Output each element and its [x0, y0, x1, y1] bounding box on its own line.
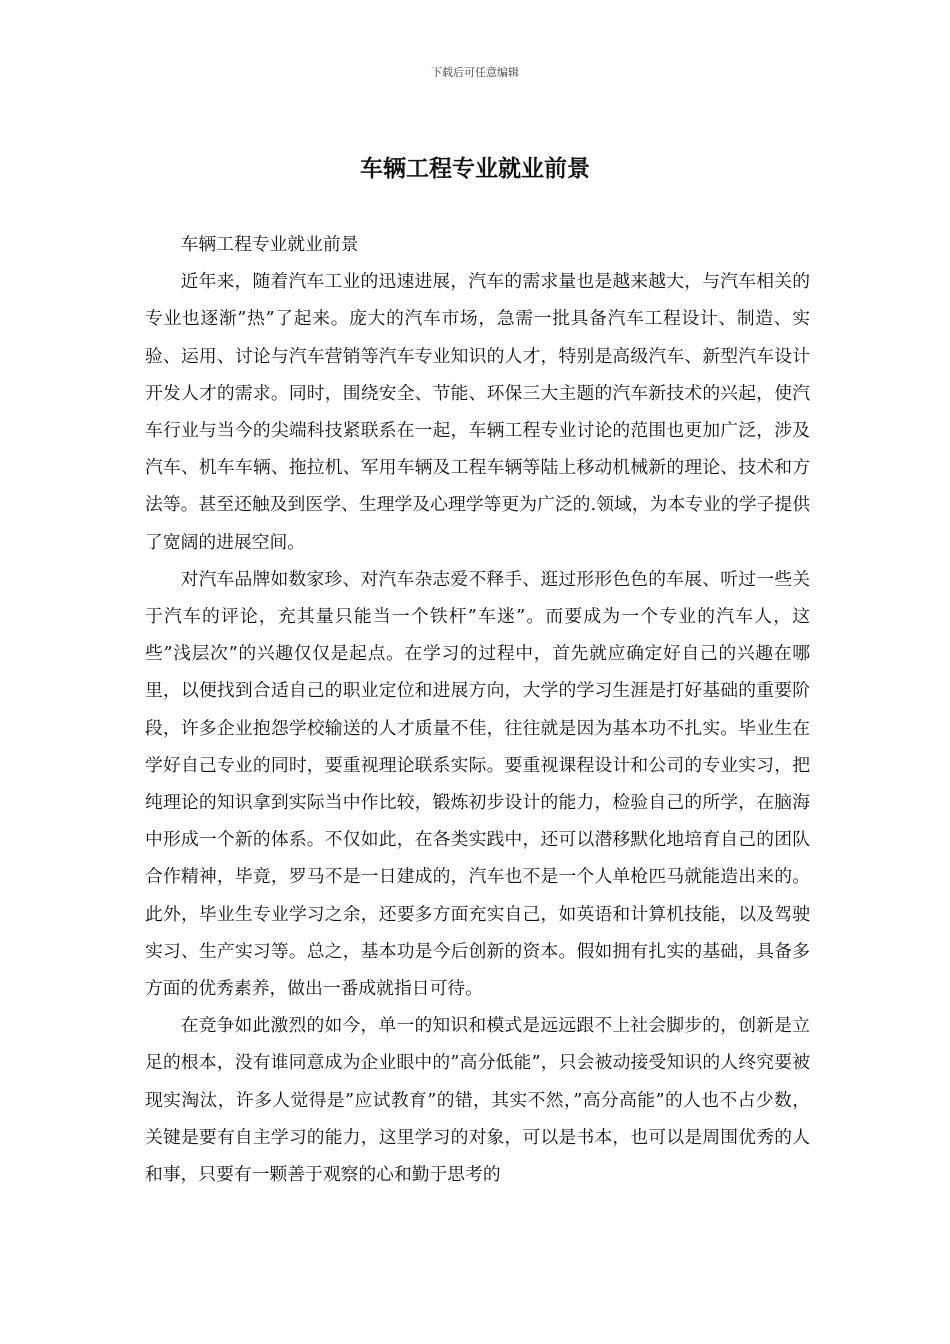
- document-title: 车辆工程专业就业前景: [360, 155, 590, 182]
- paragraph-1: 近年来，随着汽车工业的迅速进展，汽车的需求量也是越来越大，与汽车相关的专业也逐渐”热”了起来。庞大的汽车市场，急需一批具备汽车工程设计、制造、实验、运用、讨论与汽车营销等汽车专业知识的人才，特别是高级汽车、新型汽车设计开发人才的需求。同时，围绕安全、节能、环保三大主题的汽车新技术的兴起，使汽车行业与当今的尖端科技紧联系在一起，车辆工程专业讨论的范围也更加广泛，涉及汽车、机车车辆、拖拉机、军用车辆及工程车辆等陆上移动机械新的理论、技术和方法等。甚至还触及到医学、生理学及心理学等更为广泛的.领域，为本专业的学子提供了宽阔的进展空间。: [145, 271, 810, 553]
- document-body: [145, 226, 810, 1193]
- paragraph-2: 对汽车品牌如数家珍、对汽车杂志爱不释手、逛过形形色色的车展、听过一些关于汽车的评论，充其量只能当一个铁杆”车迷”。而要成为一个专业的汽车人，这些”浅层次”的兴趣仅仅是起点。在学习的过程中，首先就应确定好自己的兴趣在哪里，以便找到合适自己的职业定位和进展方向，大学的学习生涯是打好基础的重要阶段，许多企业抱怨学校输送的人才质量不佳，往往就是因为基本功不扎实。毕业生在学好自己专业的同时，要重视理论联系实际。要重视课程设计和公司的专业实习，把纯理论的知识拿到实际当中作比较，锻炼初步设计的能力，检验自己的所学，在脑海中形成一个新的体系。不仅如此，在各类实践中，还可以潜移默化地培育自己的团队合作精神，毕竟，罗马不是一日建成的，汽车也不是一个人单枪匹马就能造出来的。此外，毕业生专业学习之余，还要多方面充实自己，如英语和计算机技能，以及驾驶实习、生产实习等。总之，基本功是今后创新的资本。假如拥有扎实的基础，具备多方面的优秀素养，做出一番成就指日可待。: [145, 568, 810, 1000]
- paragraph-subtitle: 车辆工程专业就业前景: [180, 234, 359, 255]
- paragraph-3: 在竞争如此激烈的如今，单一的知识和模式是远远跟不上社会脚步的，创新是立足的根本，没有谁同意成为企业眼中的”高分低能”，只会被动接受知识的人终究要被现实淘汰，许多人觉得是”应试教育”的错，其实不然，”高分高能”的人也不占少数，关键是要有自主学习的能力，这里学习的对象，可以是书本，也可以是周围优秀的人和事，只要有一颗善于观察的心和勤于思考的: [145, 1015, 810, 1186]
- page-header-note: 下载后可任意编辑: [431, 66, 519, 79]
